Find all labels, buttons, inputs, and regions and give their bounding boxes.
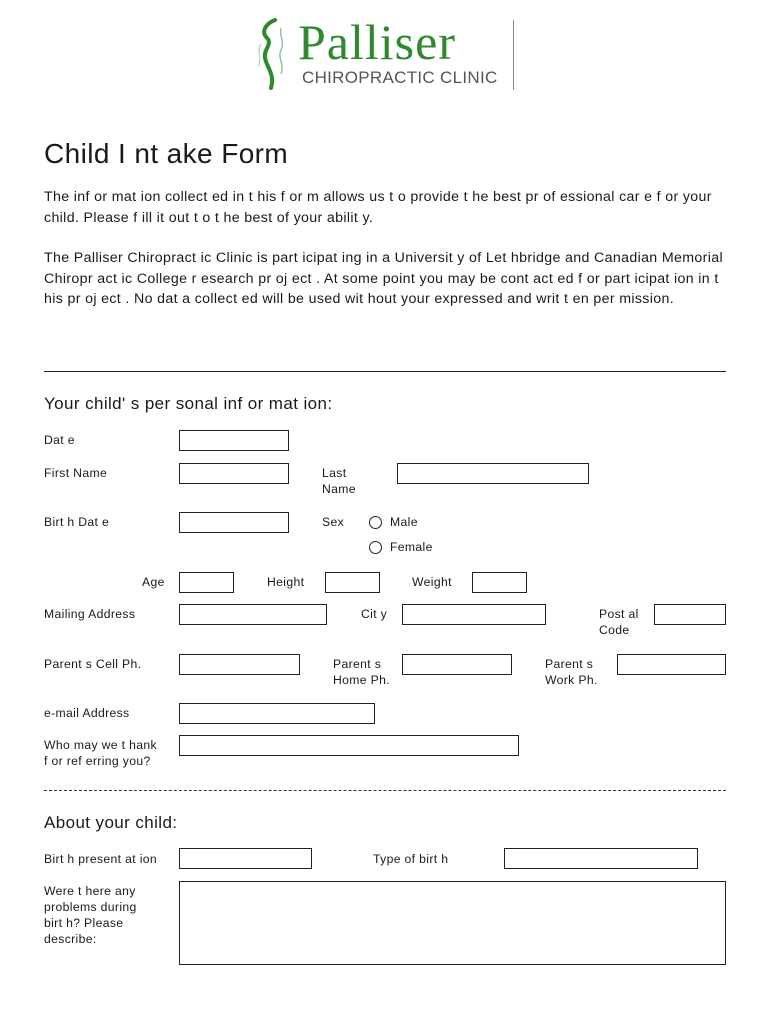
weight-field[interactable]	[472, 572, 527, 593]
referrer-label: Who may we t hank f or ref erring you?	[44, 738, 157, 768]
email-label: e-mail Address	[44, 706, 130, 720]
mailing-address-label: Mailing Address	[44, 607, 136, 621]
first-name-field[interactable]	[179, 463, 289, 484]
research-paragraph: The Palliser Chiropract ic Clinic is part icipat ing in a Universit y of Let hbridge and Canadian Memorial Chiropr act ic College r esearch pr oj ect . At some point you may be cont act ed f or part icipat ion in t his pr oj ect . No dat a collect ed will be used wit hout your expressed and writ t en per mission.	[44, 250, 723, 307]
personal-info-heading: Your child' s per sonal inf or mat ion:	[44, 394, 333, 413]
spine-logo-icon	[255, 18, 291, 90]
female-radio[interactable]	[369, 541, 382, 554]
intro-paragraph: The inf or mat ion collect ed in t his f or m allows us t o provide t he best pr of essional car e f or your child. Please f ill it out t o t he best of your abilit y.	[44, 189, 712, 226]
height-label: Height	[267, 575, 305, 589]
male-label: Male	[390, 515, 418, 529]
clinic-subtitle: CHIROPRACTIC CLINIC	[302, 68, 498, 87]
male-radio[interactable]	[369, 516, 382, 529]
page-title: Child I nt ake Form	[44, 138, 289, 169]
clinic-name: Palliser	[298, 14, 456, 70]
female-label: Female	[390, 540, 433, 554]
parents-cell-label: Parent s Cell Ph.	[44, 657, 142, 671]
birth-problems-label: Were t here any problems during birt h? Please describe:	[44, 884, 137, 946]
about-child-heading: About your child:	[44, 813, 178, 832]
birth-problems-textarea[interactable]	[179, 881, 726, 965]
birth-date-label: Birt h Dat e	[44, 515, 110, 529]
date-label: Dat e	[44, 433, 75, 447]
height-field[interactable]	[325, 572, 380, 593]
age-label: Age	[142, 575, 165, 589]
age-field[interactable]	[179, 572, 234, 593]
postal-code-label: Post al Code	[599, 607, 639, 637]
mailing-address-field[interactable]	[179, 604, 327, 625]
sex-label: Sex	[322, 515, 345, 529]
birth-presentation-label: Birt h present at ion	[44, 852, 158, 866]
dashed-divider	[44, 790, 726, 791]
referrer-field[interactable]	[179, 735, 519, 756]
first-name-label: First Name	[44, 466, 108, 480]
weight-label: Weight	[412, 575, 452, 589]
last-name-field[interactable]	[397, 463, 589, 484]
type-of-birth-label: Type of birt h	[373, 852, 449, 866]
parents-home-field[interactable]	[402, 654, 512, 675]
email-field[interactable]	[179, 703, 375, 724]
city-label: Cit y	[361, 607, 388, 621]
parents-work-field[interactable]	[617, 654, 726, 675]
last-name-label: Last Name	[322, 466, 356, 496]
parents-cell-field[interactable]	[179, 654, 300, 675]
type-of-birth-field[interactable]	[504, 848, 698, 869]
parents-work-label: Parent s Work Ph.	[545, 657, 598, 687]
city-field[interactable]	[402, 604, 546, 625]
section-divider	[44, 371, 726, 372]
date-field[interactable]	[179, 430, 289, 451]
postal-code-field[interactable]	[654, 604, 726, 625]
logo-divider	[513, 20, 514, 90]
birth-presentation-field[interactable]	[179, 848, 312, 869]
parents-home-label: Parent s Home Ph.	[333, 657, 390, 687]
birth-date-field[interactable]	[179, 512, 289, 533]
